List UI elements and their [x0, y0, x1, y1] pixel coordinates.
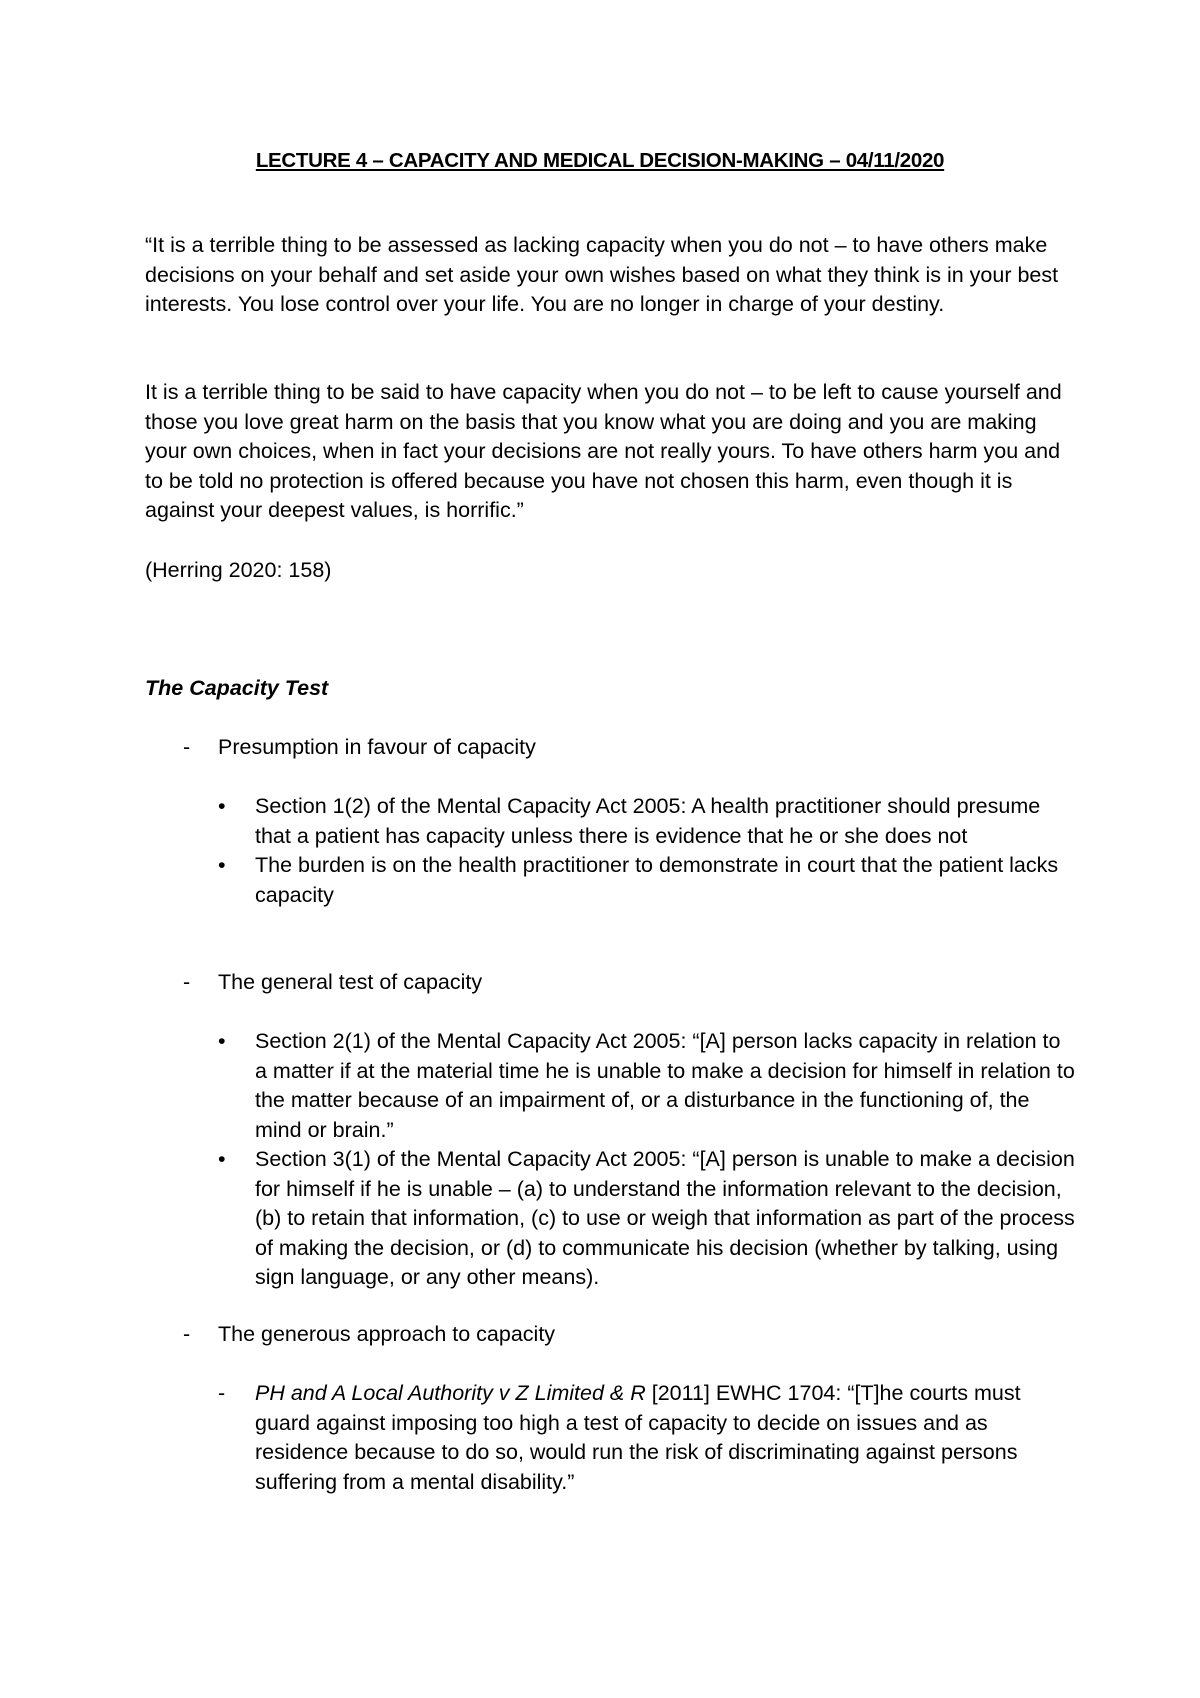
case-list-generous-approach — [218, 1379, 1078, 1497]
quote-paragraph-1: “It is a terrible thing to be assessed as lacking capacity when you do not – to have others make decisions on your behalf and set aside your own wishes based on what they think is in your best interests. You lose control over your life. You are no longer in charge of your destiny. — [145, 233, 1059, 316]
list-item — [218, 1145, 1078, 1293]
bullet-text: Section 3(1) of the Mental Capacity Act 2005: “[A] person is unable to make a decision for himself if he is unable – (a) to understand the information relevant to the decision, (b) to retain that information, (c) to use or weigh that information as part of the process of making the decision, or (d) to communicate his decision (whether by talking, using sign language, or any other means). — [255, 1147, 1075, 1289]
bullet-list-presumption — [218, 792, 1078, 910]
case-citation — [255, 1381, 1021, 1494]
quote-citation: (Herring 2020: 158) — [145, 558, 332, 582]
list-item — [218, 1027, 1078, 1145]
bullet-marker: • — [218, 1029, 226, 1053]
dash-marker: - — [183, 970, 191, 994]
list-item — [218, 1379, 1078, 1497]
bullet-text: Section 1(2) of the Mental Capacity Act 2005: A health practitioner should presume that a patient has capacity unless there is evidence that he or she does not — [255, 794, 1041, 848]
quote-paragraph-2: It is a terrible thing to be said to have capacity when you do not – to be left to cause yourself and those you love great harm on the basis that you know what you are doing and you are making your own choices, when in fact your decisions are not really yours. To have others harm you and to be told no protection is offered because you have not chosen this harm, even though it is against your deepest values, is horrific.” — [145, 380, 1062, 522]
bullet-text: Section 2(1) of the Mental Capacity Act 2005: “[A] person lacks capacity in relation to a matter if at the material time he is unable to make a decision for himself in relation to the matter because of an impairment of, or a disturbance in the functioning of, the mind or brain.” — [255, 1029, 1075, 1142]
bullet-marker: • — [218, 794, 226, 818]
section-heading: The Capacity Test — [145, 676, 329, 700]
list-item-label: The generous approach to capacity — [218, 1322, 556, 1346]
lecture-title: LECTURE 4 – CAPACITY AND MEDICAL DECISION-MAKING – 04/11/2020 — [255, 149, 945, 172]
bullet-list-general-test — [218, 1027, 1078, 1293]
dash-marker: - — [218, 1381, 226, 1405]
list-item-label: The general test of capacity — [218, 970, 483, 994]
bullet-text: The burden is on the health practitioner to demonstrate in court that the patient lacks capacity — [255, 853, 1059, 907]
case-name: PH and A Local Authority v Z Limited & R — [255, 1381, 646, 1405]
list-item — [218, 792, 1078, 851]
dash-marker: - — [183, 1322, 191, 1346]
case-text: [2011] EWHC 1704: “[T]he courts must guard against imposing too high a test of capacity to decide on issues and as residence because to do so, would run the risk of discriminating against persons suffering from a mental disability.” — [255, 1381, 1021, 1494]
dash-marker: - — [183, 735, 191, 759]
bullet-marker: • — [218, 1147, 226, 1171]
bullet-marker: • — [218, 853, 226, 877]
list-item — [218, 851, 1078, 910]
list-item-label: Presumption in favour of capacity — [218, 735, 536, 759]
